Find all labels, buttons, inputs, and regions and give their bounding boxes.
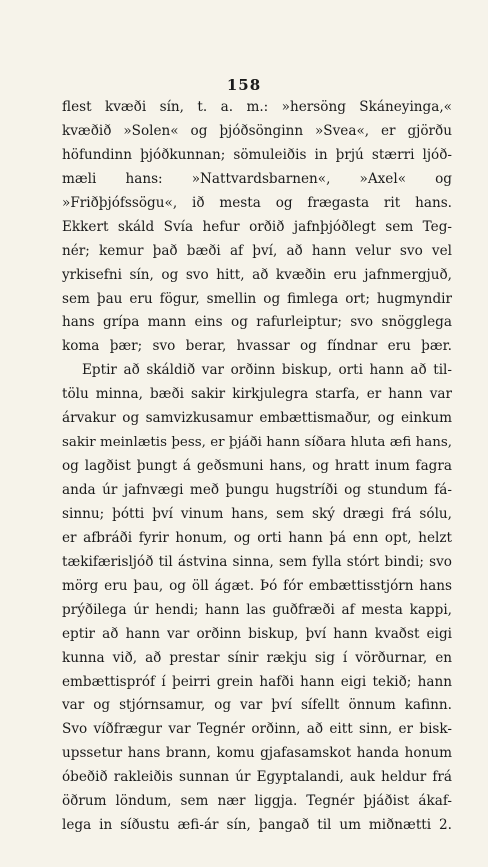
- text-line: kunna við, að prestar sínir rækju sig í vörðurnar, en: [62, 649, 452, 666]
- text-line: koma þær; svo berar, hvassar og fíndnar eru þær.: [62, 338, 452, 355]
- text-line: mæli hans: »Nattvardsbarnen«, »Axel« og: [62, 170, 452, 187]
- text-line: »Friðþjófssögu«, ið mesta og frægasta rit hans.: [62, 194, 452, 211]
- text-line: eptir að hann var orðinn biskup, því hann kvaðst eigi: [62, 625, 452, 642]
- text-line: sakir meinlætis þess, er þjáði hann síðara hluta æfi hans,: [62, 435, 452, 451]
- text-line: flest kvæði sín, t. a. m.: »hersöng Skáneyinga,«: [62, 99, 452, 115]
- body-text: [62, 96, 452, 838]
- text-line: óbeðið rakleiðis sunnan úr Egyptalandi, auk heldur frá: [62, 769, 452, 786]
- text-line: árvakur og samvizkusamur embættismaður, og einkum: [62, 410, 452, 427]
- text-line: embættispróf í þeirri grein hafði hann eigi tekið; hann: [62, 673, 452, 690]
- text-line: Svo víðfrægur var Tegnér orðinn, að eitt sinn, er bisk-: [62, 721, 452, 738]
- text-line: og lagðist þungt á geðsmuni hans, og hratt inum fagra: [62, 458, 452, 475]
- text-line: öðrum löndum, sem nær liggja. Tegnér þjáðist ákaf-: [62, 793, 452, 810]
- text-line: sem þau eru fögur, smellin og fimlega ort; hugmyndir: [62, 290, 452, 307]
- text-line: hans grípa mann eins og rafurleiptur; svo snögglega: [62, 314, 452, 331]
- text-line: lega in síðustu æfi-ár sín, þangað til um miðnætti 2.: [62, 817, 452, 834]
- text-line: upssetur hans brann, komu gjafasamskot handa honum: [62, 745, 452, 762]
- text-line: Eptir að skáldið var orðinn biskup, orti hann að til-: [82, 362, 452, 379]
- text-line: mörg eru þau, og öll ágæt. Þó fór embættisstjórn hans: [62, 577, 452, 594]
- text-line: kvæðið »Solen« og þjóðsönginn »Svea«, er gjörðu: [62, 122, 452, 139]
- text-line: yrkisefni sín, og svo hitt, að kvæðin eru jafnmergjuð,: [62, 266, 452, 283]
- text-line: sinnu; þótti því vinum hans, sem ský drægi frá sólu,: [62, 505, 452, 522]
- text-line: tækifærisljóð til ástvina sinna, sem fylla stórt bindi; svo: [62, 553, 452, 570]
- text-line: prýðilega úr hendi; hann las guðfræði af mesta kappi,: [62, 601, 452, 618]
- text-line: er afbráði fyrir honum, og orti hann þá enn opt, helzt: [62, 529, 452, 546]
- page-number: 158: [226, 76, 262, 94]
- text-line: Ekkert skáld Svía hefur orðið jafnþjóðlegt sem Teg-: [62, 218, 452, 235]
- text-line: var og stjórnsamur, og var því sífellt önnum kafinn.: [62, 697, 452, 714]
- text-line: tölu minna, bæði sakir kirkjulegra starfa, er hann var: [62, 386, 452, 403]
- text-line: anda úr jafnvægi með þungu hugstríði og stundum fá-: [62, 482, 452, 498]
- text-line: nér; kemur það bæði af því, að hann velur svo vel: [62, 242, 452, 259]
- text-line: höfundinn þjóðkunnan; sömuleiðis in þrjú stærri ljóð-: [62, 146, 452, 163]
